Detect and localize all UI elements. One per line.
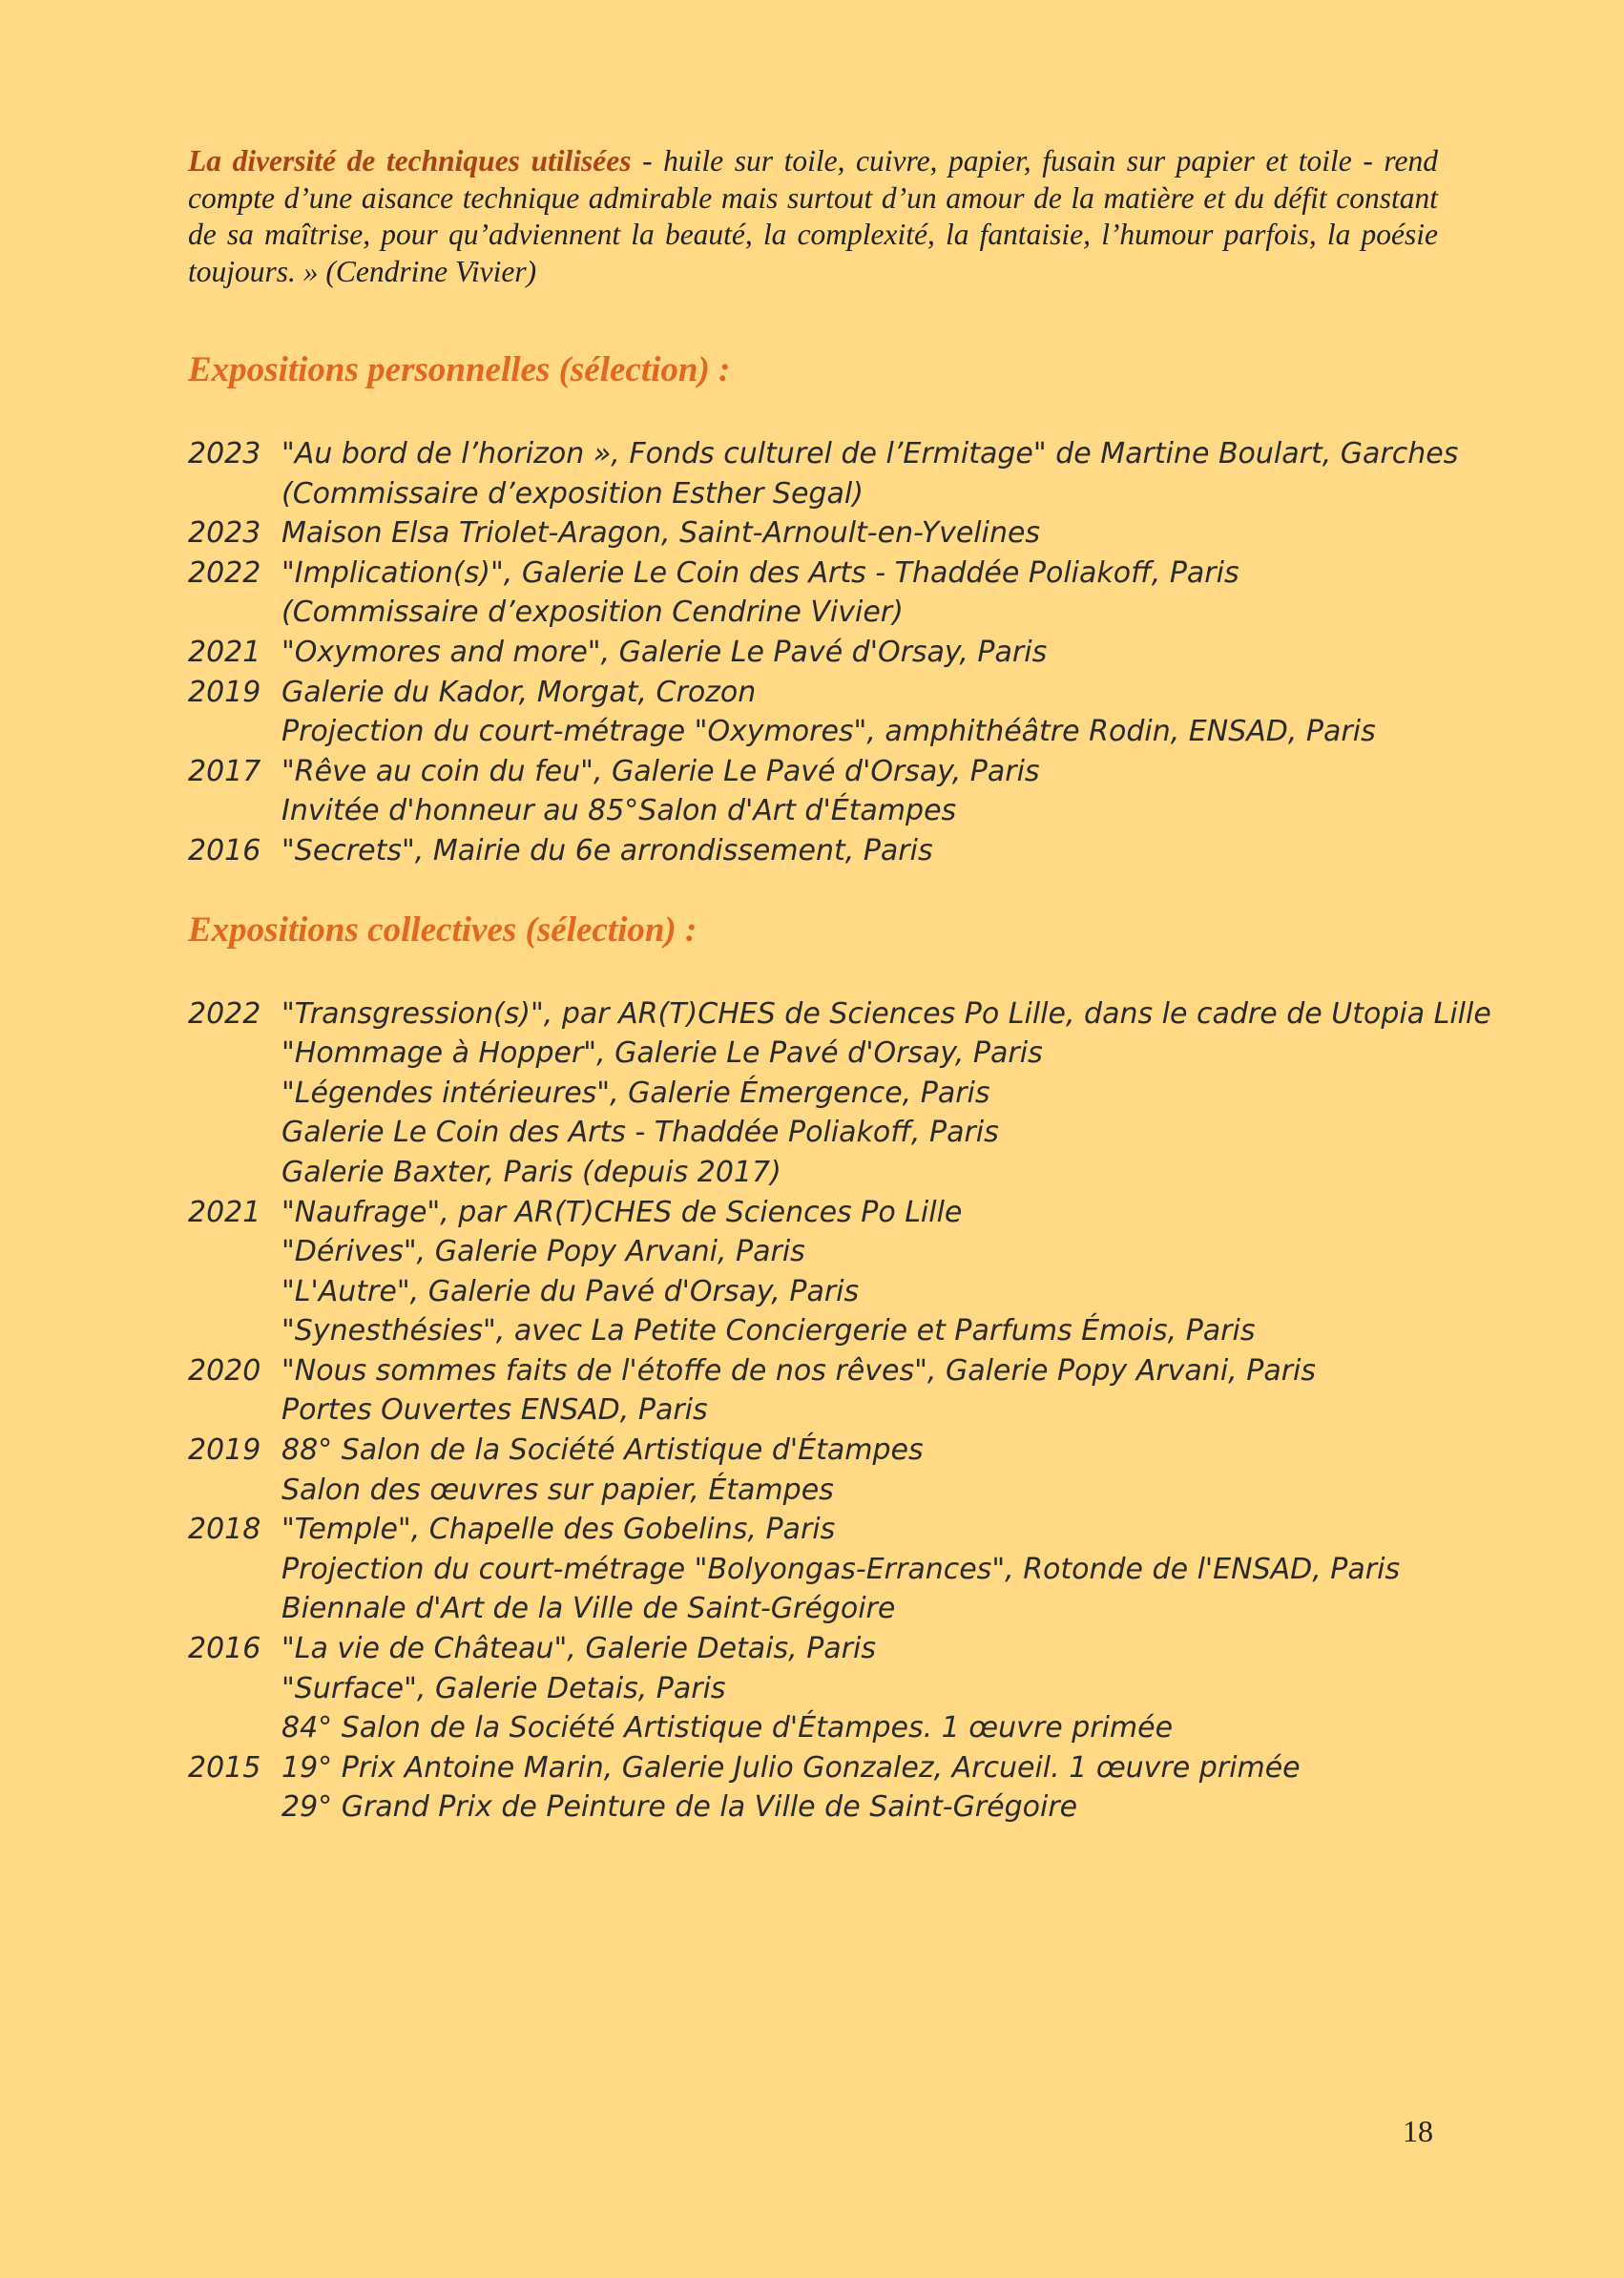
exhibition-entry: [188, 1153, 1438, 1193]
exhibition-entry: [188, 1390, 1438, 1431]
exhibition-entry: [188, 1471, 1438, 1511]
exhibition-entry: [188, 1589, 1438, 1629]
exhibition-description: Maison Elsa Triolet-Aragon, Saint-Arnoult-en-Yvelines: [281, 516, 1041, 551]
exhibition-entry: [188, 1787, 1438, 1828]
exhibition-description: (Commissaire d’exposition Esther Segal): [281, 476, 864, 511]
exhibition-year: 2015: [188, 1750, 261, 1785]
exhibition-entry: [188, 1232, 1438, 1272]
exhibition-entry: [188, 593, 1438, 633]
exhibition-description: (Commissaire d’exposition Cendrine Vivier): [281, 596, 904, 630]
personal-exhibitions-list: [188, 434, 1459, 871]
exhibition-year: 2016: [188, 833, 261, 867]
exhibition-description: "Légendes intérieures", Galerie Émergence, Paris: [281, 1076, 990, 1110]
exhibition-entry: [188, 994, 1491, 1035]
page-content: [188, 143, 1491, 1828]
exhibition-description: Galerie Baxter, Paris (depuis 2017): [281, 1155, 781, 1189]
exhibition-description: 29° Grand Prix de Peinture de la Ville de Saint-Grégoire: [281, 1790, 1078, 1825]
exhibition-description: 19° Prix Antoine Marin, Galerie Julio Gonzalez, Arcueil. 1 œuvre primée: [281, 1750, 1301, 1785]
exhibition-year: 2021: [188, 635, 261, 669]
exhibition-description: "Transgression(s)", par AR(T)CHES de Sciences Po Lille, dans le cadre de Utopia Lille: [281, 996, 1491, 1031]
exhibition-year: 2019: [188, 675, 261, 709]
exhibition-entry: [188, 1748, 1438, 1788]
exhibition-description: "Hommage à Hopper", Galerie Le Pavé d'Orsay, Paris: [281, 1036, 1043, 1071]
exhibition-description: "Nous sommes faits de l'étoffe de nos rêves", Galerie Popy Arvani, Paris: [281, 1353, 1316, 1388]
intro-text: - huile sur toile, cuivre, papier, fusain sur papier et toile - rend compte d’une aisance technique admirable mais surtout d’un amour de la matière et du défit constant de sa maîtrise, pour qu’adviennent la beauté, la complexité, la fantaisie, l’humour parfois, la poésie toujours. » (Cendrine Vivier): [188, 144, 1438, 288]
exhibition-description: Projection du court-métrage "Bolyongas-Errances", Rotonde de l'ENSAD, Paris: [281, 1552, 1401, 1586]
section-title-personal: Expositions personnelles (sélection) :: [188, 350, 731, 389]
exhibition-entry: [188, 831, 1438, 871]
exhibition-entry: [188, 1074, 1438, 1114]
exhibition-entry: [188, 1550, 1438, 1590]
exhibition-description: "Oxymores and more", Galerie Le Pavé d'Orsay, Paris: [281, 635, 1048, 669]
exhibition-description: "Implication(s)", Galerie Le Coin des Arts - Thaddée Poliakoff, Paris: [281, 555, 1239, 590]
exhibition-year: 2023: [188, 437, 261, 470]
exhibition-description: Galerie Le Coin des Arts - Thaddée Poliakoff, Paris: [281, 1116, 999, 1150]
exhibition-entry: [188, 434, 1459, 474]
exhibition-entry: [188, 1351, 1438, 1391]
exhibition-entry: [188, 554, 1438, 594]
exhibition-description: "Temple", Chapelle des Gobelins, Paris: [281, 1513, 836, 1547]
exhibition-entry: [188, 673, 1438, 713]
exhibition-year: 2020: [188, 1353, 261, 1388]
exhibition-year: 2022: [188, 555, 261, 590]
exhibition-description: Invitée d'honneur au 85°Salon d'Art d'Étampes: [281, 794, 957, 828]
exhibition-entry: [188, 633, 1438, 673]
exhibition-year: 2018: [188, 1513, 261, 1547]
exhibition-entry: [188, 1431, 1438, 1471]
exhibition-entry: [188, 513, 1438, 554]
exhibition-description: Salon des œuvres sur papier, Étampes: [281, 1473, 834, 1507]
exhibition-description: "Secrets", Mairie du 6e arrondissement, Paris: [281, 833, 933, 867]
exhibition-description: Portes Ouvertes ENSAD, Paris: [281, 1393, 708, 1428]
exhibition-description: Biennale d'Art de la Ville de Saint-Grégoire: [281, 1592, 896, 1626]
exhibition-year: 2019: [188, 1433, 261, 1468]
exhibition-description: 88° Salon de la Société Artistique d'Étampes: [281, 1433, 924, 1468]
exhibition-description: Galerie du Kador, Morgat, Crozon: [281, 675, 757, 709]
exhibition-year: 2023: [188, 516, 261, 551]
exhibition-description: "Naufrage", par AR(T)CHES de Sciences Po Lille: [281, 1195, 963, 1229]
intro-lead: La diversité de techniques utilisées: [188, 144, 632, 178]
exhibition-entry: [188, 752, 1438, 792]
exhibition-year: 2017: [188, 754, 261, 788]
page-number: 18: [1403, 2114, 1433, 2148]
exhibition-year: 2022: [188, 996, 261, 1031]
exhibition-entry: [188, 1193, 1438, 1233]
exhibition-year: 2021: [188, 1195, 261, 1229]
exhibition-description: "Synesthésies", avec La Petite Conciergerie et Parfums Émois, Paris: [281, 1314, 1256, 1348]
exhibition-entry: [188, 1629, 1438, 1669]
exhibition-entry: [188, 1669, 1438, 1709]
exhibition-entry: [188, 712, 1438, 752]
section-title-collective: Expositions collectives (sélection) :: [188, 909, 697, 950]
exhibition-entry: [188, 1034, 1438, 1074]
exhibition-description: "Surface", Galerie Detais, Paris: [281, 1671, 726, 1705]
intro-paragraph: [188, 143, 1438, 290]
exhibition-description: "Rêve au coin du feu", Galerie Le Pavé d'Orsay, Paris: [281, 754, 1040, 788]
exhibition-description: "Dérives", Galerie Popy Arvani, Paris: [281, 1235, 805, 1269]
exhibition-entry: [188, 791, 1438, 831]
exhibition-description: "Au bord de l’horizon », Fonds culturel de l’Ermitage" de Martine Boulart, Garches: [281, 437, 1459, 470]
exhibition-description: "L'Autre", Galerie du Pavé d'Orsay, Paris: [281, 1274, 860, 1308]
exhibition-year: 2016: [188, 1632, 261, 1666]
exhibition-entry: [188, 1113, 1438, 1153]
exhibition-description: "La vie de Château", Galerie Detais, Paris: [281, 1632, 876, 1666]
exhibition-description: Projection du court-métrage "Oxymores", amphithéâtre Rodin, ENSAD, Paris: [281, 715, 1376, 749]
exhibition-entry: [188, 1311, 1438, 1351]
exhibition-description: 84° Salon de la Société Artistique d'Étampes. 1 œuvre primée: [281, 1711, 1174, 1745]
exhibition-entry: [188, 1272, 1438, 1312]
exhibition-entry: [188, 1510, 1438, 1550]
exhibition-entry: [188, 474, 1438, 514]
exhibition-entry: [188, 1708, 1438, 1748]
collective-exhibitions-list: [188, 994, 1491, 1828]
